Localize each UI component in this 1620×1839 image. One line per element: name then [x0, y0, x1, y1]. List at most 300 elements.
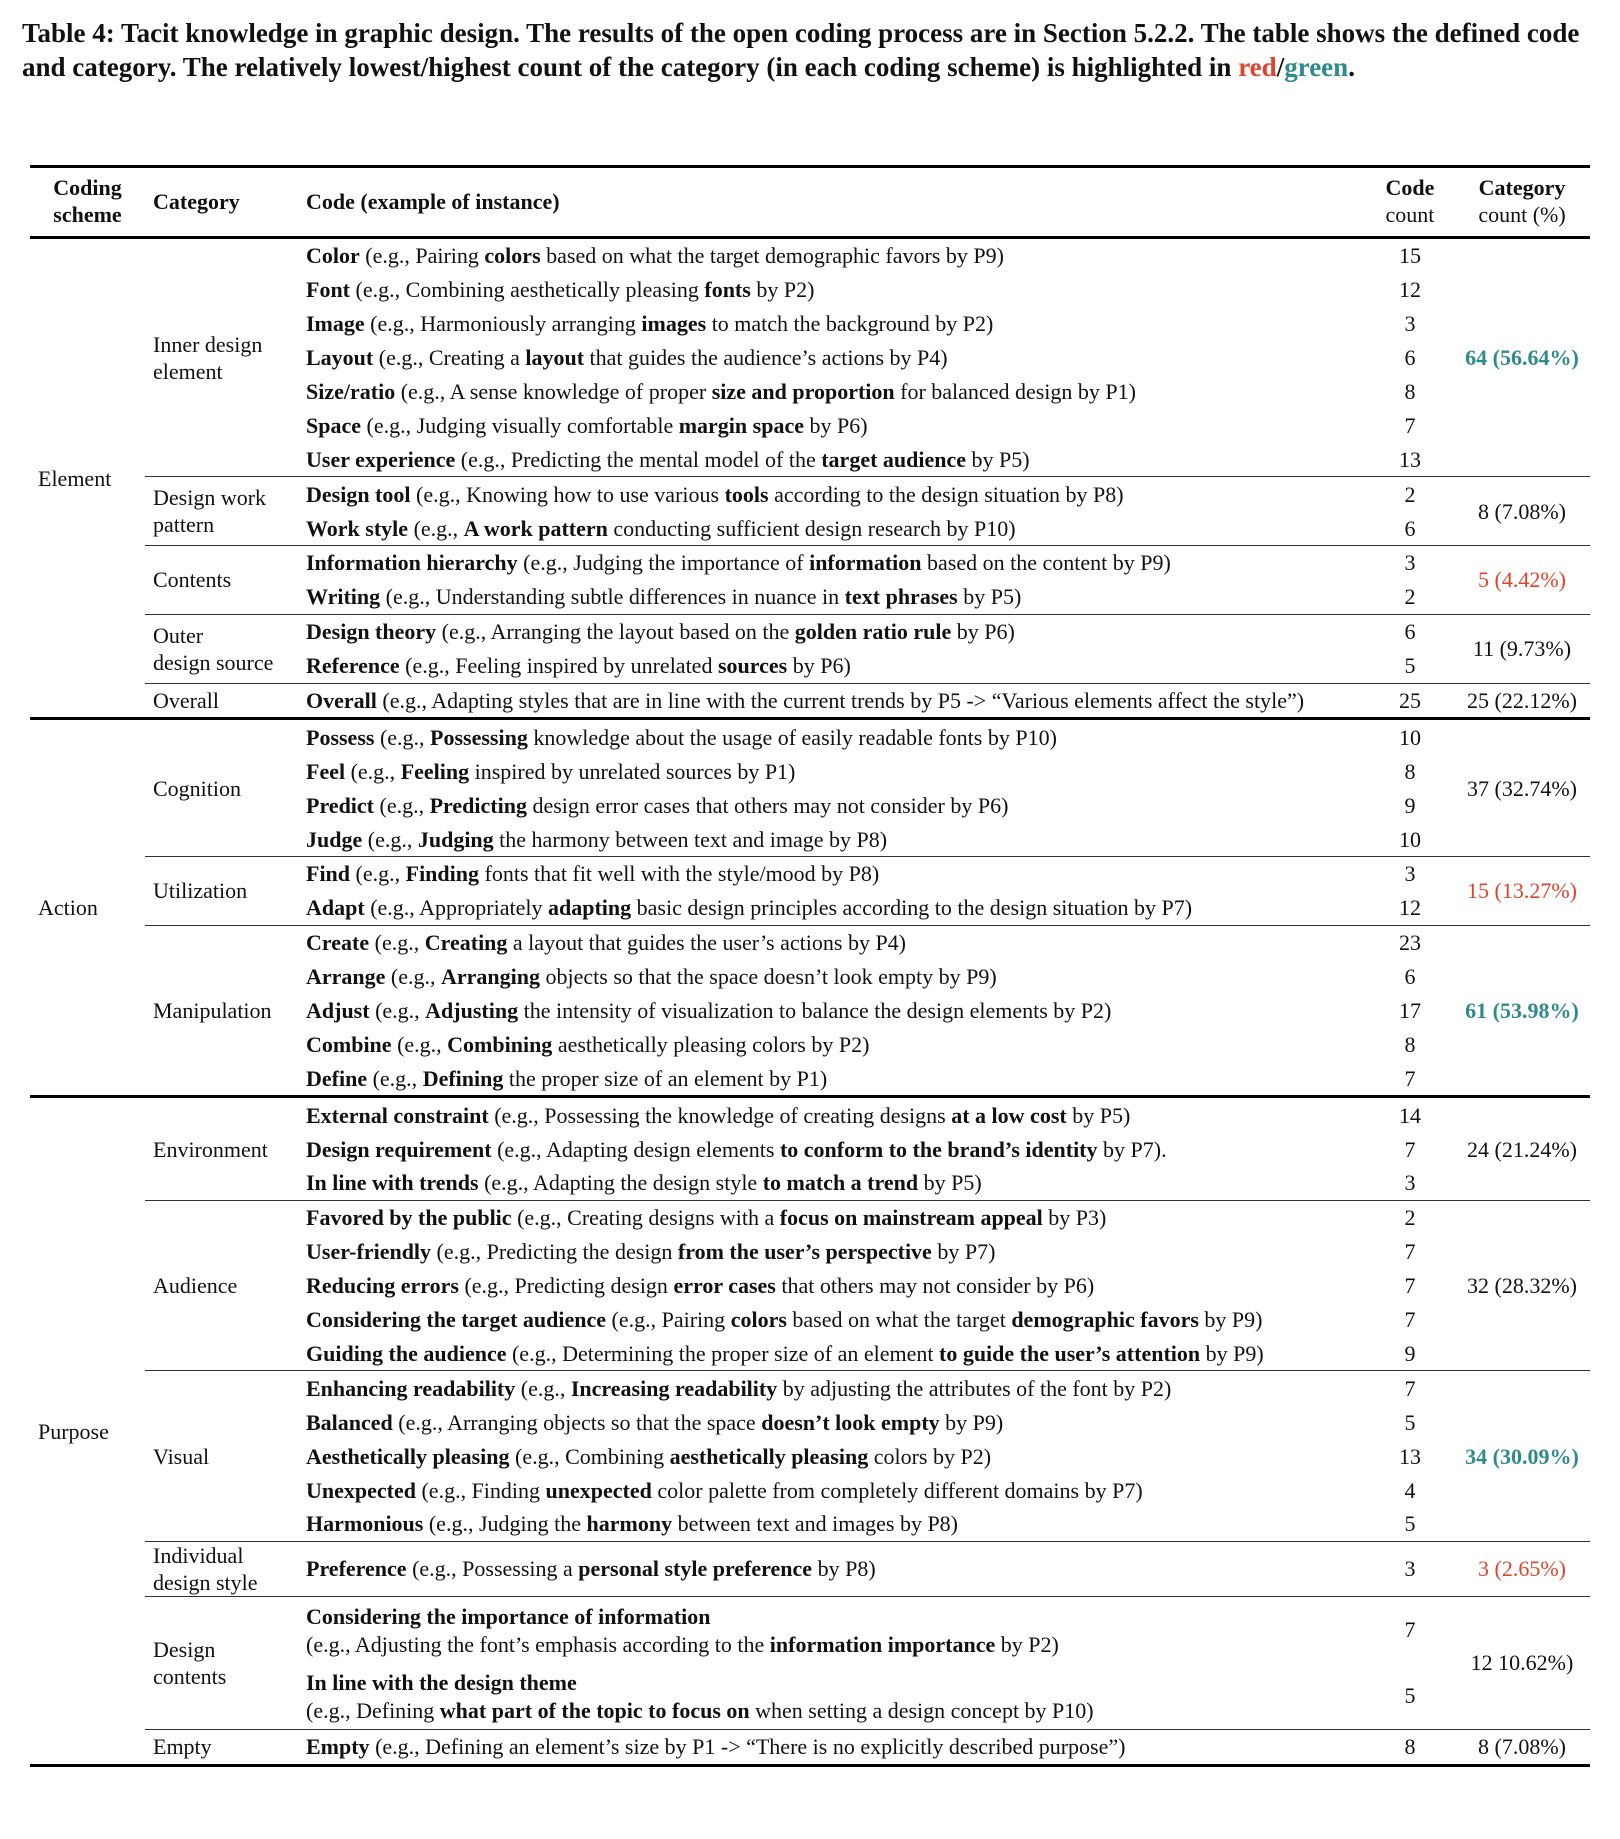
code-count-cell: 2 — [1366, 1200, 1454, 1234]
code-text: by P6) — [787, 653, 851, 679]
table-row — [30, 1729, 1590, 1765]
code-text: (e.g., Judging visually comfortable — [361, 412, 679, 438]
code-bold-text: fonts — [704, 277, 751, 303]
code-bold-text: Space — [306, 412, 361, 438]
code-count-cell: 3 — [1404, 1170, 1416, 1196]
code-cell — [298, 925, 1366, 959]
category-label: element — [153, 358, 223, 384]
code-bold-text: Balanced — [306, 1409, 393, 1435]
code-cell — [298, 683, 1366, 719]
code-bold-text: Create — [306, 930, 370, 956]
code-text: to match the background by P2) — [706, 311, 994, 337]
code-cell — [298, 1405, 1366, 1439]
code-count-cell: 13 — [1399, 1443, 1421, 1469]
code-bold-text: Considering the target audience — [306, 1307, 607, 1333]
table-row — [30, 1200, 1590, 1234]
caption-slash: / — [1276, 52, 1285, 82]
code-text: by adjusting the attributes of the font by P2) — [777, 1375, 1172, 1401]
code-bold-text: Adapt — [306, 895, 365, 921]
category-count-cell: 12 10.62%) — [1454, 1596, 1590, 1729]
code-text: (e.g., — [369, 998, 426, 1024]
code-bold-text: focus on mainstream appeal — [779, 1205, 1043, 1231]
code-cell — [298, 1473, 1366, 1507]
coding-scheme-cell: Element — [38, 465, 112, 491]
code-bold-text: Reference — [306, 653, 400, 679]
code-count-cell: 12 — [1399, 277, 1421, 303]
code-bold-text: Adjusting — [425, 998, 519, 1024]
code-cell — [298, 614, 1366, 648]
code-count-cell: 7 — [1404, 412, 1416, 438]
category-label: Design — [153, 1636, 216, 1662]
code-text: (e.g., Creating designs with a — [511, 1205, 780, 1231]
table-row — [30, 1371, 1590, 1405]
code-count-cell: 13 — [1399, 446, 1421, 472]
code-bold-text: harmony — [586, 1511, 673, 1537]
code-cell — [298, 1097, 1366, 1132]
code-bold-text: User-friendly — [306, 1239, 432, 1265]
code-bold-text: Feel — [306, 758, 346, 784]
code-count-cell: 23 — [1366, 925, 1454, 959]
header-coding-scheme: Coding scheme — [53, 175, 122, 227]
code-text: (e.g., Combining — [509, 1443, 670, 1469]
code-text: aesthetically pleasing colors by P2) — [552, 1031, 870, 1057]
code-text: by P7). — [1097, 1136, 1167, 1162]
code-text: (e.g., Adapting the design style — [478, 1170, 763, 1196]
code-cell — [298, 788, 1366, 822]
code-text: (e.g., Understanding subtle differences in nuance in — [380, 584, 845, 610]
code-text: by P5) — [966, 446, 1030, 472]
table-row — [30, 1097, 1590, 1132]
code-bold-text: In line with trends — [306, 1170, 479, 1196]
code-cell — [298, 1507, 1366, 1541]
code-cell — [298, 341, 1366, 375]
category-label: design source — [153, 649, 274, 675]
code-count-cell: 7 — [1404, 1065, 1416, 1091]
caption-green-word: green — [1284, 52, 1349, 82]
code-bold-text: text phrases — [844, 584, 958, 610]
code-text: (e.g., Finding — [415, 1477, 546, 1503]
code-bold-text: layout — [525, 345, 585, 371]
code-bold-text: In line with the design theme — [306, 1669, 577, 1695]
code-bold-text: Layout — [306, 345, 374, 371]
code-bold-text: Arrange — [306, 964, 386, 990]
code-cell — [298, 1269, 1366, 1303]
category-cell — [145, 477, 298, 546]
code-text: by P9) — [1200, 1340, 1264, 1366]
code-text: the harmony between text and image by P8) — [493, 826, 888, 852]
category-count-cell: 37 (32.74%) — [1467, 775, 1577, 801]
code-cell — [298, 1132, 1366, 1166]
code-bold-text: Favored by the public — [306, 1205, 512, 1231]
tacit-knowledge-table — [30, 165, 1590, 1767]
code-text: objects so that the space doesn’t look empty by P9) — [540, 964, 997, 990]
table-caption — [22, 16, 1598, 84]
code-text: by P3) — [1042, 1205, 1107, 1231]
code-bold-text: aesthetically pleasing — [669, 1443, 869, 1469]
code-cell — [298, 891, 1366, 925]
code-text: that others may not consider by P6) — [775, 1273, 1095, 1299]
table-row — [30, 238, 1590, 273]
code-bold-text: Feeling — [400, 758, 470, 784]
code-text: according to the design situation by P8) — [768, 481, 1124, 507]
code-bold-text: golden ratio rule — [794, 619, 952, 645]
code-bold-text: Combine — [306, 1031, 392, 1057]
code-cell — [298, 1663, 1366, 1730]
category-label: Manipulation — [153, 998, 272, 1024]
code-bold-text: from the user’s perspective — [677, 1239, 932, 1265]
code-text: based on the content by P9) — [921, 550, 1171, 576]
caption-red-word: red — [1238, 52, 1277, 82]
category-count-cell: 25 (22.12%) — [1454, 683, 1590, 719]
category-cell — [145, 925, 298, 1096]
code-cell — [298, 1371, 1366, 1405]
code-text: basic design principles according to the design situation by P7) — [631, 895, 1193, 921]
code-text: (e.g., Judging the importance of — [517, 550, 810, 576]
code-count-cell: 6 — [1404, 345, 1416, 371]
category-count-cell: 3 (2.65%) — [1454, 1541, 1590, 1596]
code-text: a layout that guides the user’s actions by P4) — [507, 930, 906, 956]
code-cell — [298, 1729, 1366, 1765]
code-count-cell: 5 — [1404, 653, 1416, 679]
code-cell — [298, 546, 1366, 580]
code-cell — [298, 1541, 1366, 1596]
code-cell — [298, 1596, 1366, 1663]
category-label: Environment — [153, 1136, 268, 1162]
code-bold-text: at a low cost — [951, 1102, 1067, 1128]
code-bold-text: Design tool — [306, 481, 411, 507]
code-text: (e.g., — [374, 724, 431, 750]
code-count-cell: 8 — [1404, 1031, 1416, 1057]
code-text: the intensity of visualization to balance the design elements by P2) — [518, 998, 1112, 1024]
code-bold-text: Guiding the audience — [306, 1340, 507, 1366]
code-text: by P9) — [1198, 1307, 1263, 1333]
code-text: (e.g., Combining aesthetically pleasing — [350, 277, 705, 303]
code-count-cell: 10 — [1399, 826, 1421, 852]
category-label: Overall — [153, 688, 219, 714]
code-cell — [298, 994, 1366, 1028]
category-count-cell: 24 (21.24%) — [1467, 1136, 1577, 1162]
code-bold-text: Design requirement — [306, 1136, 492, 1162]
category-cell — [145, 1371, 298, 1541]
code-text: (e.g., Arranging objects so that the space — [392, 1409, 762, 1435]
code-count-cell: 3 — [1366, 546, 1454, 580]
code-bold-text: Predict — [306, 792, 375, 818]
code-bold-text: images — [641, 311, 707, 337]
code-text: (e.g., Pairing — [606, 1307, 731, 1333]
code-bold-text: Find — [306, 861, 351, 887]
code-bold-text: Preference — [306, 1556, 407, 1582]
code-text: conducting sufficient design research by P10) — [607, 515, 1016, 541]
element-group — [30, 238, 1590, 719]
code-bold-text: Overall — [306, 688, 377, 714]
code-bold-text: error cases — [673, 1273, 776, 1299]
code-bold-text: margin space — [678, 412, 804, 438]
category-label: Audience — [153, 1273, 238, 1299]
code-text: between text and images by P8) — [672, 1511, 959, 1537]
code-cell — [298, 857, 1366, 891]
code-cell — [298, 960, 1366, 994]
code-count-cell: 3 — [1366, 1541, 1454, 1596]
category-count-cell: 8 (7.08%) — [1454, 1729, 1590, 1765]
code-count-cell: 9 — [1404, 1340, 1416, 1366]
category-cell — [145, 1097, 298, 1201]
category-cell — [145, 1541, 298, 1596]
category-label: design style — [153, 1569, 258, 1595]
table-row — [30, 1541, 1590, 1596]
caption-text: Table 4: Tacit knowledge in graphic design. The results of the open coding process are in Section 5.2.2. The table shows the defined code and category. The relatively lowest/highest count of the category (in each coding scheme) is highlighted in — [22, 18, 1580, 82]
header-code: Code (example of instance) — [306, 188, 560, 214]
code-cell — [298, 1166, 1366, 1200]
code-text: by P2) — [995, 1631, 1059, 1657]
code-count-cell: 8 — [1366, 1729, 1454, 1765]
code-text: (e.g., Predicting the design — [431, 1239, 678, 1265]
table-header-row — [30, 167, 1590, 238]
code-bold-text: Defining — [422, 1065, 504, 1091]
code-bold-text: size and proportion — [711, 379, 895, 404]
code-count-cell: 17 — [1399, 998, 1421, 1024]
code-text: (e.g., — [345, 758, 401, 784]
code-text: (e.g., Judging the — [423, 1511, 587, 1537]
code-text: that guides the audience’s actions by P4) — [584, 345, 948, 371]
code-text: by P6) — [803, 412, 868, 438]
purpose-group — [30, 1097, 1590, 1765]
code-cell — [298, 719, 1366, 754]
category-count-cell: 34 (30.09%) — [1454, 1371, 1590, 1541]
code-bold-text: Empty — [306, 1734, 370, 1760]
code-count-cell: 2 — [1404, 584, 1416, 610]
code-bold-text: Increasing readability — [570, 1375, 778, 1401]
code-cell — [298, 442, 1366, 476]
code-bold-text: to guide the user’s attention — [939, 1340, 1201, 1366]
code-text: by P8) — [812, 1556, 876, 1582]
code-bold-text: Possess — [306, 724, 375, 750]
code-count-cell: 7 — [1404, 1136, 1416, 1162]
code-bold-text: Adjust — [306, 998, 370, 1024]
code-bold-text: Unexpected — [306, 1477, 416, 1503]
category-cell — [145, 1596, 298, 1729]
code-bold-text: what part of the topic to focus on — [439, 1697, 750, 1723]
category-cell — [145, 1729, 298, 1765]
code-bold-text: Writing — [306, 584, 381, 610]
code-text: (e.g., Possessing a — [406, 1556, 579, 1582]
code-bold-text: Design theory — [306, 619, 437, 645]
category-label: Individual — [153, 1542, 244, 1568]
code-count-cell: 4 — [1404, 1477, 1416, 1503]
code-count-cell: 7 — [1366, 1371, 1454, 1405]
code-cell — [298, 307, 1366, 341]
code-count-cell: 8 — [1404, 379, 1416, 404]
code-bold-text: User experience — [306, 446, 456, 472]
code-cell — [298, 1439, 1366, 1473]
coding-scheme-cell: Purpose — [38, 1418, 109, 1444]
code-cell — [298, 822, 1366, 856]
code-text: when setting a design concept by P10) — [749, 1697, 1094, 1723]
category-cell — [145, 546, 298, 615]
code-count-cell: 6 — [1404, 515, 1416, 541]
category-label: pattern — [153, 512, 215, 538]
code-cell — [298, 1235, 1366, 1269]
code-text: (e.g., — [515, 1375, 571, 1401]
category-count-cell: 5 (4.42%) — [1454, 546, 1590, 615]
category-label: contents — [153, 1663, 227, 1689]
code-bold-text: Size/ratio — [306, 379, 396, 404]
code-text: for balanced design by P1) — [894, 379, 1136, 404]
category-count-cell: 11 (9.73%) — [1454, 614, 1590, 683]
code-bold-text: unexpected — [545, 1477, 652, 1503]
code-bold-text: to match a trend — [762, 1170, 919, 1196]
category-label: Design work — [153, 485, 267, 511]
category-count-cell: 8 (7.08%) — [1454, 477, 1590, 546]
code-bold-text: Possessing — [430, 724, 528, 750]
code-bold-text: target audience — [821, 446, 967, 472]
code-count-cell: 6 — [1404, 964, 1416, 990]
table-row — [30, 546, 1590, 580]
code-text: (e.g., Predicting design — [458, 1273, 674, 1299]
code-bold-text: colors — [484, 243, 541, 269]
code-text: by P9) — [939, 1409, 1004, 1435]
code-bold-text: information — [809, 550, 922, 576]
code-bold-text: to conform to the brand’s identity — [779, 1136, 1098, 1162]
code-cell — [298, 511, 1366, 545]
code-text: by P5) — [918, 1170, 982, 1196]
code-cell — [298, 1337, 1366, 1371]
code-text: (e.g., — [374, 792, 430, 818]
code-text: (e.g., Determining the proper size of an element — [506, 1340, 939, 1366]
code-bold-text: Judging — [417, 826, 494, 852]
code-bold-text: sources — [717, 653, 788, 679]
code-text: (e.g., — [385, 964, 442, 990]
caption-end: . — [1348, 52, 1355, 82]
code-bold-text: personal style preference — [578, 1556, 813, 1582]
code-bold-text: Finding — [405, 861, 479, 887]
table-row — [30, 1596, 1590, 1663]
action-group — [30, 719, 1590, 1097]
code-bold-text: Judge — [306, 826, 363, 852]
code-count-cell: 5 — [1404, 1409, 1416, 1435]
code-cell — [298, 1200, 1366, 1234]
code-count-cell: 9 — [1404, 792, 1416, 818]
code-cell — [298, 477, 1366, 511]
code-cell — [298, 1061, 1366, 1096]
code-text: (e.g., Defining — [306, 1697, 440, 1723]
code-count-cell: 15 — [1399, 243, 1421, 269]
code-cell — [298, 649, 1366, 683]
category-label: Empty — [153, 1734, 212, 1760]
code-bold-text: Work style — [306, 515, 409, 541]
code-text: based on what the target — [786, 1307, 1012, 1333]
code-bold-text: Predicting — [429, 792, 527, 818]
code-bold-text: Creating — [424, 930, 508, 956]
code-text: inspired by unrelated sources by P1) — [469, 758, 796, 784]
code-cell — [298, 580, 1366, 614]
code-text: (e.g., — [367, 1065, 423, 1091]
code-cell — [298, 1027, 1366, 1061]
code-count-cell: 10 — [1399, 724, 1421, 750]
category-count-cell: 61 (53.98%) — [1454, 925, 1590, 1096]
code-text: design error cases that others may not consider by P6) — [526, 792, 1009, 818]
code-text: (e.g., Appropriately — [364, 895, 548, 921]
category-count-cell: 64 (56.64%) — [1465, 345, 1579, 371]
code-bold-text: information importance — [769, 1631, 996, 1657]
table-row — [30, 477, 1590, 511]
code-count-cell: 5 — [1404, 1683, 1416, 1709]
code-bold-text: doesn’t look empty — [761, 1409, 940, 1435]
code-count-cell: 3 — [1366, 857, 1454, 891]
category-cell — [145, 683, 298, 719]
code-bold-text: tools — [724, 481, 769, 507]
code-text: by P2) — [750, 277, 815, 303]
code-bold-text: Arranging — [441, 964, 541, 990]
code-text: by P6) — [951, 619, 1015, 645]
code-text: (e.g., Adapting styles that are in line with the current trends by P5 -> “Various elements affect the style”) — [376, 688, 1305, 714]
code-cell — [298, 408, 1366, 442]
code-cell — [298, 1303, 1366, 1337]
code-cell — [298, 754, 1366, 788]
header-category: Category — [153, 188, 240, 214]
category-cell — [145, 719, 298, 857]
code-text: based on what the target demographic favors by P9) — [540, 243, 1004, 269]
code-bold-text: Image — [306, 311, 365, 337]
code-text: (e.g., Adapting design elements — [491, 1136, 780, 1162]
code-text: (e.g., Adjusting the font’s emphasis according to the — [306, 1631, 770, 1657]
code-text: (e.g., — [350, 861, 406, 887]
code-count-cell: 7 — [1404, 1273, 1416, 1299]
code-text: (e.g., Possessing the knowledge of creating designs — [488, 1102, 952, 1128]
category-cell — [145, 238, 298, 477]
code-count-cell: 6 — [1366, 614, 1454, 648]
category-cell — [145, 614, 298, 683]
code-count-cell: 8 — [1404, 758, 1416, 784]
table-row — [30, 614, 1590, 648]
code-count-cell: 7 — [1404, 1239, 1416, 1265]
code-text: by P7) — [931, 1239, 996, 1265]
code-bold-text: Information hierarchy — [306, 550, 518, 576]
code-bold-text: Font — [306, 277, 350, 303]
code-count-cell: 5 — [1404, 1511, 1416, 1537]
code-count-cell: 2 — [1366, 477, 1454, 511]
code-bold-text: colors — [730, 1307, 787, 1333]
code-count-cell: 7 — [1366, 1596, 1454, 1663]
category-cell — [145, 1200, 298, 1370]
code-text: by P5) — [1066, 1102, 1131, 1128]
code-bold-text: adapting — [547, 895, 632, 921]
category-label: Inner design — [153, 331, 263, 357]
code-count-cell: 7 — [1404, 1307, 1416, 1333]
code-bold-text: A work pattern — [463, 515, 608, 541]
code-cell — [298, 375, 1366, 409]
code-text: (e.g., Feeling inspired by unrelated — [399, 653, 718, 679]
code-text: (e.g., — [362, 826, 418, 852]
category-label: Cognition — [153, 775, 242, 801]
table-row — [30, 857, 1590, 891]
code-text: fonts that fit well with the style/mood by P8) — [479, 861, 880, 887]
code-text: color palette from completely different domains by P7) — [651, 1477, 1143, 1503]
code-text: (e.g., — [369, 930, 425, 956]
code-text: (e.g., A sense knowledge of proper — [395, 379, 712, 404]
table-row — [30, 719, 1590, 754]
code-text: colors by P2) — [868, 1443, 992, 1469]
code-bold-text: Define — [306, 1065, 368, 1091]
code-text: (e.g., Harmoniously arranging — [364, 311, 642, 337]
category-label: Outer — [153, 622, 204, 648]
code-bold-text: Aesthetically pleasing — [306, 1443, 510, 1469]
code-text: (e.g., Knowing how to use various — [410, 481, 725, 507]
code-count-cell: 14 — [1399, 1102, 1421, 1128]
code-text: (e.g., — [408, 515, 464, 541]
table-row — [30, 683, 1590, 719]
code-bold-text: External constraint — [306, 1102, 489, 1128]
code-text: by P5) — [957, 584, 1022, 610]
